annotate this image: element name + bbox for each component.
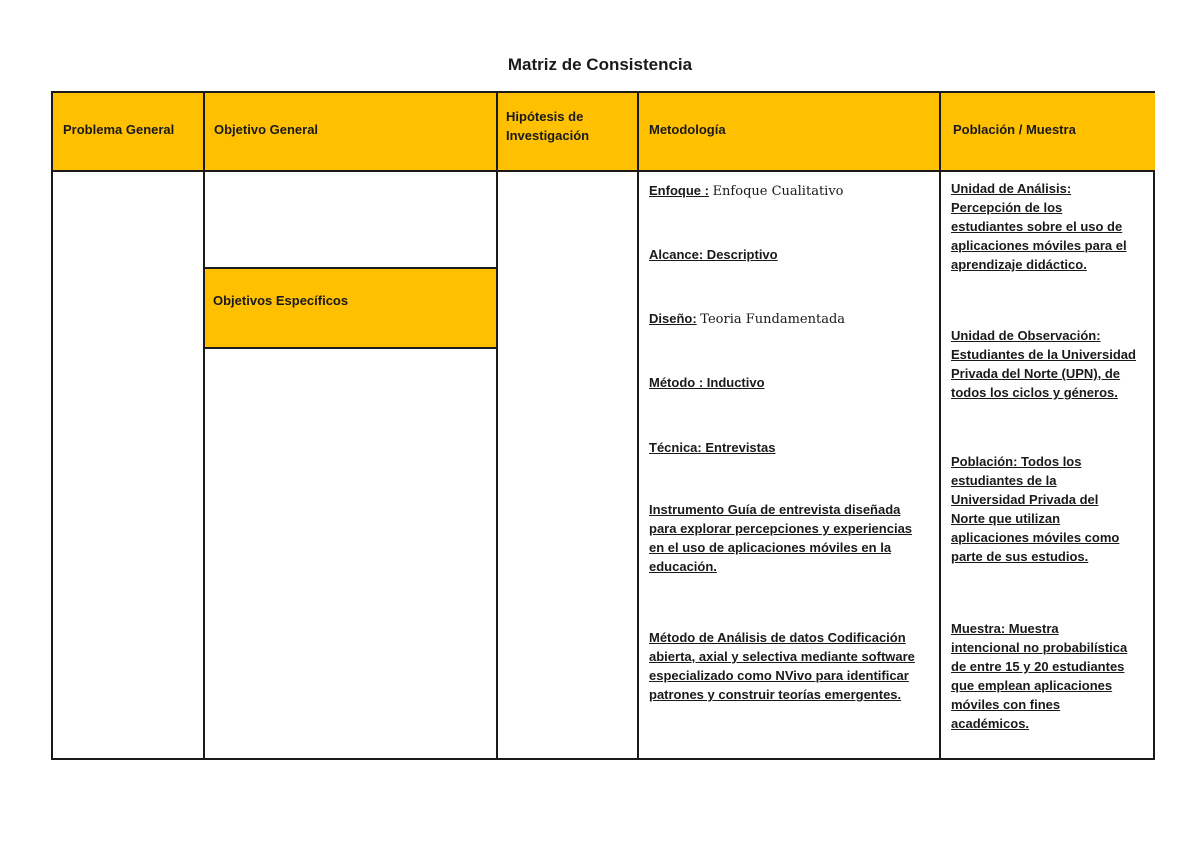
metodologia-instrumento [649,500,912,576]
poblacion-line: parte de sus estudios. [951,549,1089,564]
unidad-observacion-line: Estudiantes de la Universidad [951,347,1136,362]
header-objetivo-general [205,93,496,170]
header-metodologia-label: Metodología [649,122,726,137]
analisis-line: especializado como NVivo para identificar [649,668,909,683]
objetivos-especificos-label: Objetivos Específicos [213,293,349,308]
muestra-line: que emplean aplicaciones [951,678,1113,693]
header-divider [53,170,1155,172]
muestra-line: móviles con fines [951,697,1061,712]
poblacion-line: Población: Todos los [951,454,1082,469]
header-objetivo-general-label: Objetivo General [214,122,319,137]
poblacion-line: aplicaciones móviles como [951,530,1120,545]
metodologia-enfoque [649,181,844,201]
unidad-observacion-line: Unidad de Observación: [951,328,1101,343]
unidad-analisis-line: aprendizaje didáctico. [951,257,1087,272]
header-metodologia [639,93,939,170]
unidad-analisis-line: Unidad de Análisis: [951,181,1072,196]
muestra-line: Muestra: Muestra [951,621,1059,636]
muestra-line: académicos. [951,716,1030,731]
instrumento-line: Instrumento Guía de entrevista diseñada [649,502,901,517]
unidad-de-analisis [951,179,1127,274]
unidad-analisis-line: estudiantes sobre el uso de [951,219,1123,234]
column-divider [637,93,639,758]
header-hipotesis-label-line2: Investigación [506,128,590,143]
poblacion-line: Norte que utilizan [951,511,1061,526]
document-title: Matriz de Consistencia [507,55,693,74]
muestra-line: de entre 15 y 20 estudiantes [951,659,1125,674]
metodologia-tecnica: Técnica: Entrevistas [649,440,776,455]
enfoque-value: Enfoque Cualitativo [712,184,844,199]
header-hipotesis-label-line1: Hipótesis de [506,109,584,124]
header-poblacion-muestra [941,93,1155,170]
instrumento-line: para explorar percepciones y experiencias [649,521,913,536]
header-problema-general [53,93,203,170]
metodologia-diseno [649,309,845,329]
row-divider [205,347,496,349]
unidad-analisis-line: aplicaciones móviles para el [951,238,1127,253]
analisis-line: Método de Análisis de datos Codificación [649,630,906,645]
column-divider [203,93,205,758]
column-divider [939,93,941,758]
unidad-observacion-line: Privada del Norte (UPN), de [951,366,1121,381]
analisis-line: abierta, axial y selectiva mediante software [649,649,915,664]
unidad-de-observacion [951,326,1136,402]
enfoque-label: Enfoque : [649,183,709,198]
header-hipotesis [498,93,637,170]
unidad-observacion-line: todos los ciclos y géneros. [951,385,1118,400]
metodologia-alcance: Alcance: Descriptivo [649,247,778,262]
muestra-line: intencional no probabilística [951,640,1128,655]
metodologia-metodo: Método : Inductivo [649,375,765,390]
poblacion-line: Universidad Privada del [951,492,1099,507]
header-problema-general-label: Problema General [63,122,175,137]
column-divider [496,93,498,758]
header-poblacion-muestra-label: Población / Muestra [953,122,1076,137]
consistency-matrix-table [51,91,1155,760]
unidad-analisis-line: Percepción de los [951,200,1063,215]
muestra-text [951,619,1127,733]
metodologia-analisis [649,628,915,704]
analisis-line: patrones y construir teorías emergentes. [649,687,902,702]
diseno-value: Teoria Fundamentada [700,312,846,327]
diseno-label: Diseño: [649,311,697,326]
poblacion-line: estudiantes de la [951,473,1057,488]
poblacion-text [951,452,1119,566]
instrumento-line: en el uso de aplicaciones móviles en la [649,540,892,555]
instrumento-line: educación. [649,559,717,574]
objetivos-especificos-cell [205,267,496,347]
row-divider [205,267,496,269]
